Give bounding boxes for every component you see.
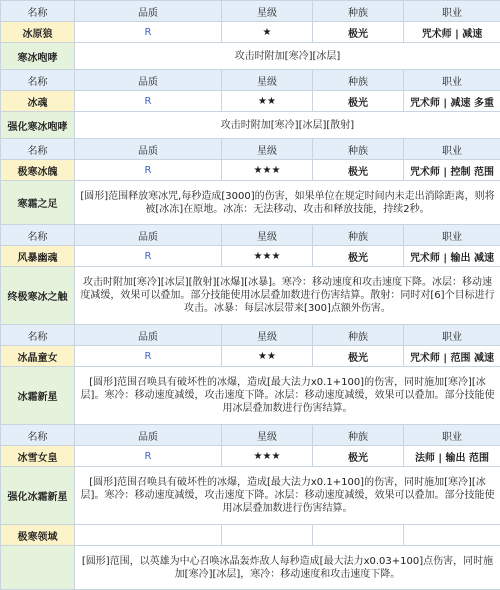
unit-job: 法师 | 输出 范围 xyxy=(404,446,500,467)
unit-stars: ★ xyxy=(222,22,313,43)
unit-name: 冰雪女皇 xyxy=(1,446,75,467)
header-job: 职业 xyxy=(404,425,500,446)
table-header-row xyxy=(1,425,500,446)
header-race: 种族 xyxy=(313,425,404,446)
unit-name: 冰原狼 xyxy=(1,22,75,43)
unit-stars xyxy=(222,525,313,546)
table-header-row xyxy=(1,70,500,91)
table-header-row xyxy=(1,139,500,160)
unit-job: 咒术师 | 减速 多重 xyxy=(404,91,500,112)
header-quality: 品质 xyxy=(75,1,222,22)
header-job: 职业 xyxy=(404,225,500,246)
table-row xyxy=(1,446,500,467)
unit-quality: R xyxy=(75,22,222,43)
header-name: 名称 xyxy=(1,139,75,160)
skill-name: 寒冰咆哮 xyxy=(1,43,75,70)
skill-name: 终极寒冰之触 xyxy=(1,267,75,325)
skill-name: 寒霜之足 xyxy=(1,181,75,225)
unit-quality: R xyxy=(75,91,222,112)
unit-race: 极光 xyxy=(313,160,404,181)
unit-stars: ★★★ xyxy=(222,446,313,467)
skill-description: [圆形]范围召唤具有破坏性的冰爆，造成[最大法力x0.1+100]的伤害，同时施加[寒冷][冰层]。寒冷：移动速度减缓，攻击速度下降。冰层：移动速度减缓，效果可以叠加。部分技能使用冰层叠加数进行伤害结算。 xyxy=(75,367,500,425)
table-row xyxy=(1,525,500,546)
skill-name: 强化冰霜新星 xyxy=(1,467,75,525)
header-race: 种族 xyxy=(313,1,404,22)
unit-race: 极光 xyxy=(313,446,404,467)
header-race: 种族 xyxy=(313,225,404,246)
header-star: 星级 xyxy=(222,325,313,346)
header-job: 职业 xyxy=(404,139,500,160)
skill-name: 强化寒冰咆哮 xyxy=(1,112,75,139)
skill-description: 攻击时附加[寒冷][冰层] xyxy=(75,43,500,70)
header-job: 职业 xyxy=(404,70,500,91)
table-row xyxy=(1,91,500,112)
skill-row xyxy=(1,112,500,139)
skill-row xyxy=(1,267,500,325)
skill-row xyxy=(1,546,500,590)
skill-description: [圆形]范围，以英雄为中心召唤冰晶轰炸敌人每秒造成[最大法力x0.03+100]点伤害，同时施加[寒冷][冰层]，寒冷：移动速度和攻击速度下降。 xyxy=(75,546,500,590)
unit-stars: ★★ xyxy=(222,346,313,367)
header-name: 名称 xyxy=(1,425,75,446)
skill-row xyxy=(1,467,500,525)
unit-job: 咒术师 | 控制 范围 xyxy=(404,160,500,181)
header-star: 星级 xyxy=(222,139,313,160)
table-header-row xyxy=(1,1,500,22)
header-name: 名称 xyxy=(1,70,75,91)
unit-name: 风暴幽魂 xyxy=(1,246,75,267)
header-quality: 品质 xyxy=(75,425,222,446)
header-job: 职业 xyxy=(404,1,500,22)
header-race: 种族 xyxy=(313,139,404,160)
header-quality: 品质 xyxy=(75,139,222,160)
skill-name: 冰霜新星 xyxy=(1,367,75,425)
unit-race xyxy=(313,525,404,546)
skill-name xyxy=(1,546,75,590)
unit-quality: R xyxy=(75,160,222,181)
unit-name: 极寒领域 xyxy=(1,525,75,546)
unit-stars: ★★★ xyxy=(222,160,313,181)
header-star: 星级 xyxy=(222,1,313,22)
unit-job: 咒术师 | 输出 减速 xyxy=(404,246,500,267)
header-star: 星级 xyxy=(222,225,313,246)
unit-stars: ★★★ xyxy=(222,246,313,267)
header-race: 种族 xyxy=(313,70,404,91)
skill-row xyxy=(1,43,500,70)
table-row xyxy=(1,160,500,181)
unit-race: 极光 xyxy=(313,22,404,43)
unit-stars: ★★ xyxy=(222,91,313,112)
skill-description: [圆形]范围召唤具有破坏性的冰爆，造成[最大法力x0.1+100]的伤害，同时施加[寒冷][冰层]。寒冷：移动速度减缓，攻击速度下降。冰层：移动速度减缓，效果可以叠加。部分技能使用冰层叠加数进行伤害结算。 xyxy=(75,467,500,525)
unit-name: 极寒冰魄 xyxy=(1,160,75,181)
header-star: 星级 xyxy=(222,70,313,91)
table-row xyxy=(1,22,500,43)
skill-description: 攻击时附加[寒冷][冰层][散射] xyxy=(75,112,500,139)
header-name: 名称 xyxy=(1,1,75,22)
skill-description: 攻击时附加[寒冷][冰层][散射][冰爆][冰暴]。寒冷：移动速度和攻击速度下降。冰层：移动速度减缓，效果可以叠加。部分技能使用冰层叠加数进行伤害结算。散射：同时对[6]个目标进行攻击。冰暴：每层冰层带来[300]点额外伤害。 xyxy=(75,267,500,325)
header-quality: 品质 xyxy=(75,70,222,91)
unit-quality: R xyxy=(75,446,222,467)
skill-row xyxy=(1,181,500,225)
skill-row xyxy=(1,367,500,425)
unit-job xyxy=(404,525,500,546)
unit-name: 冰魂 xyxy=(1,91,75,112)
unit-quality: R xyxy=(75,346,222,367)
header-race: 种族 xyxy=(313,325,404,346)
unit-quality xyxy=(75,525,222,546)
header-name: 名称 xyxy=(1,225,75,246)
unit-race: 极光 xyxy=(313,246,404,267)
header-star: 星级 xyxy=(222,425,313,446)
table-row xyxy=(1,346,500,367)
table-row xyxy=(1,246,500,267)
unit-job: 咒术师 | 范围 减速 xyxy=(404,346,500,367)
header-quality: 品质 xyxy=(75,225,222,246)
table-header-row xyxy=(1,325,500,346)
unit-job: 咒术师 | 减速 xyxy=(404,22,500,43)
table-header-row xyxy=(1,225,500,246)
header-name: 名称 xyxy=(1,325,75,346)
skill-description: [圆形]范围释放寒冰咒,每秒造成[3000]的伤害，如果单位在规定时间内未走出消除距离，则将被[冰冻]在原地。冰冻：无法移动、攻击和释放技能，持续2秒。 xyxy=(75,181,500,225)
unit-quality: R xyxy=(75,246,222,267)
unit-name: 冰晶童女 xyxy=(1,346,75,367)
header-quality: 品质 xyxy=(75,325,222,346)
unit-race: 极光 xyxy=(313,91,404,112)
header-job: 职业 xyxy=(404,325,500,346)
unit-race: 极光 xyxy=(313,346,404,367)
